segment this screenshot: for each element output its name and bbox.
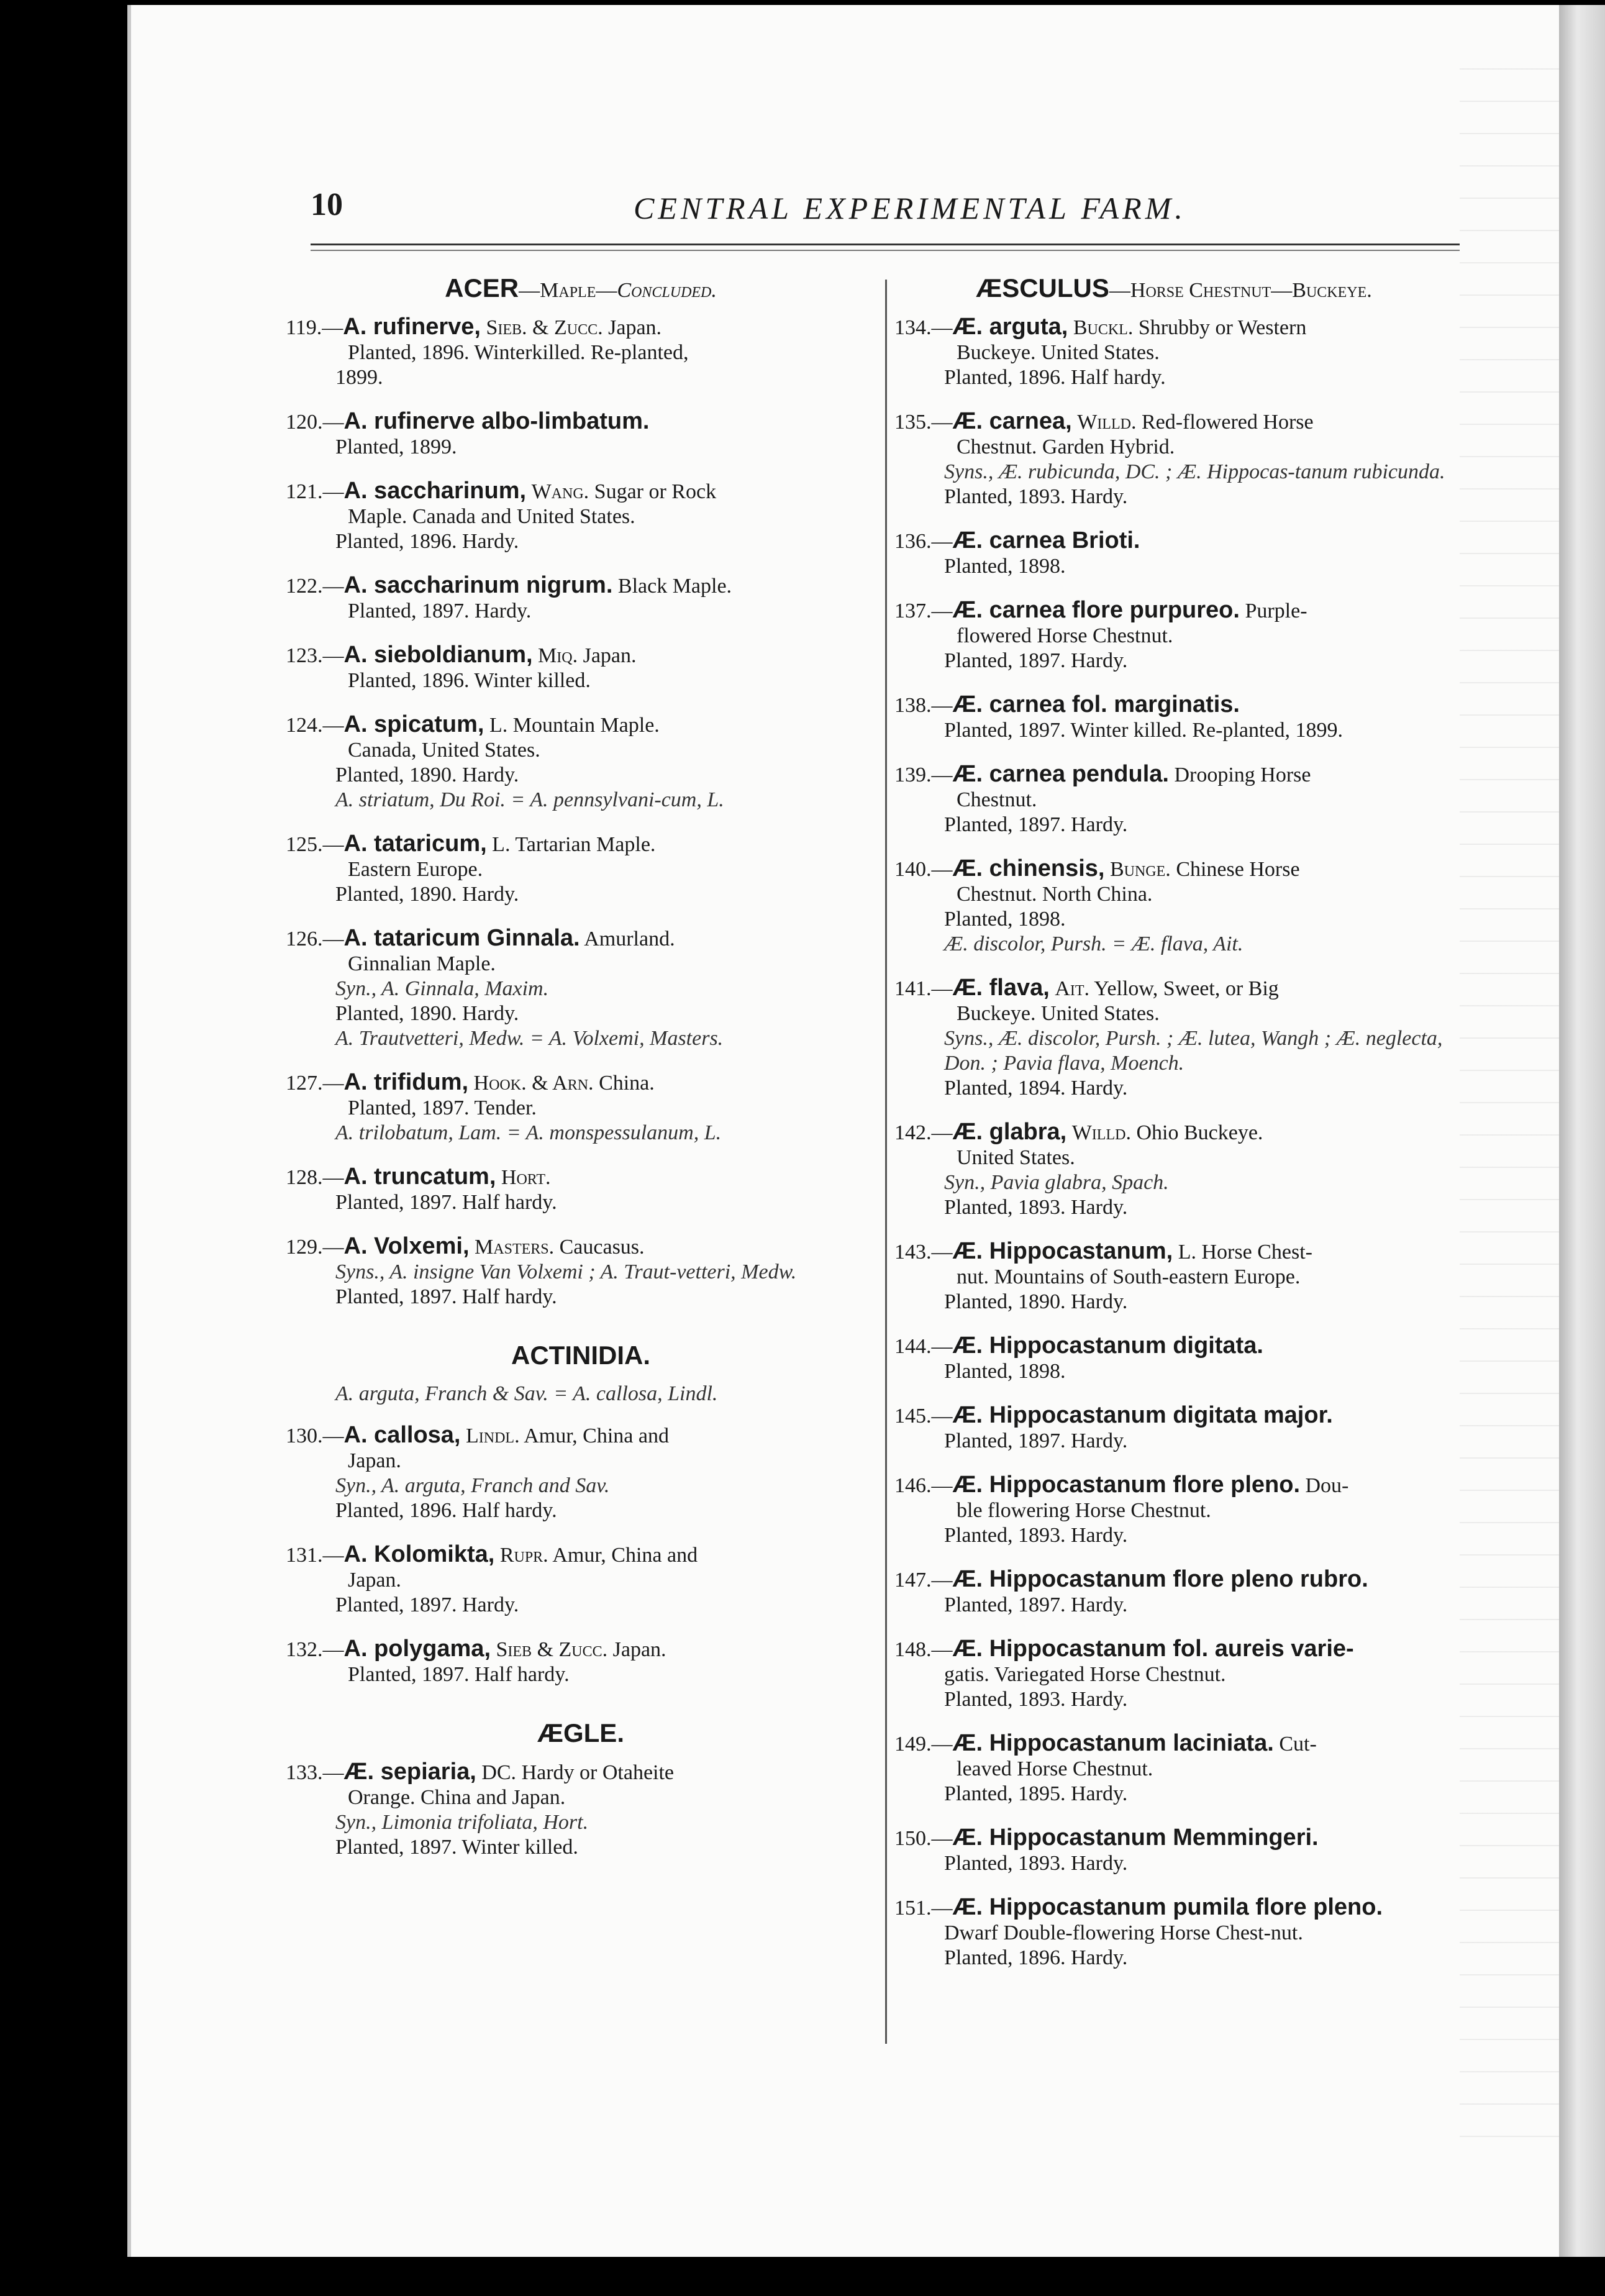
detail-line: Chestnut. bbox=[957, 788, 1037, 811]
common-description: Japan. bbox=[583, 644, 637, 667]
detail-line: Planted, 1890. Hardy. bbox=[335, 883, 519, 906]
species-name: Æ. Hippocastanum fol. aureis varie- bbox=[952, 1636, 1354, 1662]
entry-number: 122.— bbox=[286, 575, 344, 598]
entry-number: 146.— bbox=[894, 1474, 953, 1497]
detail-line: Planted, 1893. Hardy. bbox=[944, 1688, 1128, 1711]
entry-number: 148.— bbox=[894, 1638, 953, 1661]
detail-line: Japan. bbox=[348, 1449, 401, 1472]
plant-entry bbox=[894, 975, 1453, 1101]
plant-entry bbox=[286, 1759, 876, 1860]
common-description: Black Maple. bbox=[617, 575, 732, 598]
detail-line: Planted, 1895. Hardy. bbox=[944, 1782, 1128, 1805]
page-number: 10 bbox=[311, 187, 343, 222]
authority: DC. bbox=[481, 1761, 517, 1784]
detail-line: Planted, 1898. bbox=[944, 1360, 1066, 1383]
detail-line: Planted, 1897. Half hardy. bbox=[335, 1285, 557, 1308]
authority: Willd. bbox=[1071, 1121, 1131, 1144]
detail-line: Planted, 1896. Winterkilled. Re-planted, bbox=[348, 341, 689, 364]
detail-line: Planted, 1897. Tender. bbox=[348, 1096, 537, 1119]
synonym-note: A. Trautvetteri, Medw. = A. Volxemi, Masters. bbox=[335, 1027, 724, 1050]
detail-line: Eastern Europe. bbox=[348, 858, 483, 881]
header-rule-bottom bbox=[311, 250, 1460, 251]
entry-number: 143.— bbox=[894, 1241, 953, 1264]
synonym-note: A. arguta, Franch & Sav. = A. callosa, Lindl. bbox=[335, 1382, 718, 1405]
species-name: Æ. carnea Brioti. bbox=[952, 527, 1140, 554]
species-name: A. rufinerve albo-limbatum. bbox=[343, 408, 650, 434]
plant-entry bbox=[286, 573, 876, 624]
authority: L. bbox=[492, 833, 511, 856]
species-name: A. Volxemi, bbox=[343, 1233, 470, 1259]
common-description: Hardy or Otaheite bbox=[521, 1761, 675, 1784]
entry-number: 147.— bbox=[894, 1569, 953, 1592]
detail-line: Canada, United States. bbox=[348, 739, 540, 762]
detail-line: Chestnut. Garden Hybrid. bbox=[957, 435, 1175, 458]
synonym-line: Syns., Æ. discolor, Pursh. ; Æ. lutea, Wangh ; Æ. neglecta, Don. ; Pavia flava, Moench. bbox=[944, 1027, 1443, 1075]
detail-line: Planted, 1898. bbox=[944, 555, 1066, 578]
entry-first-line bbox=[286, 409, 876, 435]
plant-entry bbox=[286, 1423, 876, 1523]
detail-line: Dwarf Double-flowering Horse Chest-nut. bbox=[944, 1921, 1303, 1944]
detail-line: Ginnalian Maple. bbox=[348, 952, 496, 975]
entry-number: 139.— bbox=[894, 763, 953, 786]
entry-number: 149.— bbox=[894, 1733, 953, 1756]
species-name: A. tataricum, bbox=[343, 831, 487, 857]
detail-line: flowered Horse Chestnut. bbox=[957, 624, 1173, 647]
section-heading bbox=[286, 1718, 876, 1748]
common-description: Purple- bbox=[1245, 599, 1307, 622]
common-description: Caucasus. bbox=[559, 1236, 645, 1259]
detail-line: Planted, 1890. Hardy. bbox=[335, 1002, 519, 1025]
species-name: Æ. carnea, bbox=[952, 408, 1072, 434]
plant-entry bbox=[894, 1403, 1453, 1454]
common-description: Tartarian Maple. bbox=[515, 833, 656, 856]
entry-first-line bbox=[894, 1239, 1453, 1265]
entry-number: 141.— bbox=[894, 977, 953, 1000]
plant-entry bbox=[894, 1895, 1453, 1970]
entry-number: 138.— bbox=[894, 694, 953, 717]
detail-line: Planted, 1899. bbox=[335, 435, 457, 458]
species-name: Æ. Hippocastanum digitata major. bbox=[952, 1402, 1333, 1428]
detail-line: leaved Horse Chestnut. bbox=[957, 1757, 1153, 1780]
entry-first-line bbox=[894, 1567, 1453, 1593]
detail-line: Planted, 1898. bbox=[944, 908, 1066, 931]
entry-first-line bbox=[894, 856, 1453, 882]
authority: Bunge. bbox=[1109, 858, 1171, 881]
detail-line: Planted, 1893. Hardy. bbox=[944, 485, 1128, 508]
species-name: Æ. Hippocastanum flore pleno rubro. bbox=[952, 1566, 1368, 1592]
entry-first-line bbox=[286, 1759, 876, 1785]
entry-first-line bbox=[894, 975, 1453, 1001]
entry-first-line bbox=[286, 712, 876, 738]
detail-line: Planted, 1897. Hardy. bbox=[944, 649, 1128, 672]
entry-number: 127.— bbox=[286, 1072, 344, 1095]
species-name: Æ. chinensis, bbox=[952, 855, 1105, 882]
authority: Miq. bbox=[538, 644, 578, 667]
species-name: Æ. carnea flore purpureo. bbox=[952, 597, 1240, 623]
common-description: Horse Chest- bbox=[1201, 1241, 1312, 1264]
plant-entry bbox=[286, 926, 876, 1051]
section-subtitle: —Maple— bbox=[519, 279, 617, 302]
entry-first-line bbox=[894, 1731, 1453, 1757]
entry-first-line bbox=[286, 1542, 876, 1568]
entry-number: 144.— bbox=[894, 1335, 953, 1358]
species-name: Æ. Hippocastanum laciniata. bbox=[952, 1730, 1274, 1756]
entry-first-line bbox=[894, 409, 1453, 435]
detail-line: ble flowering Horse Chestnut. bbox=[957, 1499, 1211, 1522]
entry-number: 130.— bbox=[286, 1424, 344, 1447]
plant-entry bbox=[894, 856, 1453, 957]
plant-entry bbox=[894, 1731, 1453, 1806]
common-description: China. bbox=[599, 1072, 655, 1095]
detail-line: Planted, 1897. Winter killed. bbox=[335, 1836, 578, 1859]
detail-line: Orange. China and Japan. bbox=[348, 1786, 566, 1809]
entry-number: 128.— bbox=[286, 1166, 344, 1189]
plant-entry bbox=[286, 1542, 876, 1618]
plant-entry bbox=[894, 762, 1453, 837]
common-description: Yellow, Sweet, or Big bbox=[1094, 977, 1279, 1000]
common-description: Japan. bbox=[608, 316, 662, 339]
species-name: Æ. carnea fol. marginatis. bbox=[952, 691, 1240, 718]
detail-line: Planted, 1897. Winter killed. Re-planted, 1899. bbox=[944, 719, 1343, 742]
detail-line: Maple. Canada and United States. bbox=[348, 505, 635, 528]
authority: Willd. bbox=[1077, 411, 1137, 434]
plant-entry bbox=[286, 314, 876, 390]
synonym-note: Æ. discolor, Pursh. = Æ. flava, Ait. bbox=[944, 932, 1244, 955]
species-name: A. spicatum, bbox=[343, 711, 484, 737]
entry-first-line bbox=[894, 1825, 1453, 1851]
species-name: Æ. Hippocastanum flore pleno. bbox=[952, 1472, 1300, 1498]
plant-entry bbox=[286, 1164, 876, 1215]
entry-first-line bbox=[286, 314, 876, 340]
plant-entry bbox=[286, 831, 876, 907]
common-description: Sugar or Rock bbox=[594, 480, 717, 503]
detail-line: Planted, 1896. Half hardy. bbox=[335, 1499, 557, 1522]
entry-number: 131.— bbox=[286, 1544, 344, 1567]
detail-line: Planted, 1897. Hardy. bbox=[944, 813, 1128, 836]
authority: Rupr. bbox=[499, 1544, 548, 1567]
detail-line: Planted, 1893. Hardy. bbox=[944, 1852, 1128, 1875]
entry-first-line bbox=[286, 573, 876, 599]
section-heading bbox=[894, 273, 1453, 303]
plant-entry bbox=[894, 1119, 1453, 1220]
entry-first-line bbox=[286, 1234, 876, 1260]
header-rule-top bbox=[311, 244, 1460, 245]
species-name: A. rufinerve, bbox=[343, 314, 481, 340]
detail-line: Planted, 1894. Hardy. bbox=[944, 1077, 1128, 1100]
species-name: A. trifidum, bbox=[343, 1069, 469, 1095]
species-name: A. Kolomikta, bbox=[343, 1541, 495, 1567]
species-name: Æ. glabra, bbox=[952, 1119, 1067, 1145]
common-description: Cut- bbox=[1279, 1733, 1317, 1756]
species-name: Æ. arguta, bbox=[952, 314, 1068, 340]
synonym-line: Syn., Pavia glabra, Spach. bbox=[944, 1171, 1169, 1194]
entry-number: 142.— bbox=[894, 1121, 953, 1144]
synonym-line: Syns., A. insigne Van Volxemi ; A. Traut-vetteri, Medw. bbox=[335, 1260, 797, 1283]
detail-line: Planted, 1893. Hardy. bbox=[944, 1524, 1128, 1547]
entry-number: 126.— bbox=[286, 927, 344, 950]
species-name: Æ. Hippocastanum digitata. bbox=[952, 1332, 1263, 1359]
section-title: ÆGLE. bbox=[537, 1718, 624, 1747]
detail-line: Japan. bbox=[348, 1569, 401, 1592]
plant-entry bbox=[286, 642, 876, 693]
entry-first-line bbox=[894, 1119, 1453, 1146]
detail-line: Buckeye. United States. bbox=[957, 341, 1160, 364]
authority: Hort. bbox=[501, 1166, 551, 1189]
entry-number: 124.— bbox=[286, 714, 344, 737]
column-divider bbox=[885, 280, 887, 2044]
detail-line: Planted, 1896. Winter killed. bbox=[348, 669, 591, 692]
entry-first-line bbox=[894, 1895, 1453, 1921]
authority: Wang. bbox=[531, 480, 589, 503]
page-header bbox=[311, 186, 1460, 230]
common-description: Amurland. bbox=[584, 927, 675, 950]
entry-first-line bbox=[894, 314, 1453, 340]
entry-number: 133.— bbox=[286, 1761, 344, 1784]
species-name: A. polygama, bbox=[343, 1636, 491, 1662]
authority: Masters. bbox=[475, 1236, 555, 1259]
detail-line: Planted, 1897. Half hardy. bbox=[348, 1663, 570, 1686]
section-subtitle-italic: Concluded. bbox=[617, 279, 717, 302]
plant-entry bbox=[894, 409, 1453, 509]
entry-number: 136.— bbox=[894, 530, 953, 553]
entry-first-line bbox=[286, 1636, 876, 1662]
common-description: Amur, China and bbox=[552, 1544, 698, 1567]
section-title: ÆSCULUS bbox=[976, 273, 1109, 303]
species-name: A. truncatum, bbox=[343, 1164, 496, 1190]
plant-entry bbox=[894, 1567, 1453, 1618]
synonym-line: Syn., Limonia trifoliata, Hort. bbox=[335, 1811, 589, 1834]
species-name: Æ. Hippocastanum pumila flore pleno. bbox=[952, 1894, 1383, 1920]
common-description: Mountain Maple. bbox=[512, 714, 660, 737]
entry-first-line bbox=[894, 1333, 1453, 1359]
page-edge bbox=[1559, 5, 1605, 2257]
entry-first-line bbox=[286, 831, 876, 857]
authority: Ait. bbox=[1055, 977, 1090, 1000]
entry-first-line bbox=[894, 692, 1453, 718]
detail-line: 1899. bbox=[335, 366, 383, 389]
common-description: Shrubby or Western bbox=[1138, 316, 1307, 339]
entry-first-line bbox=[894, 528, 1453, 554]
entry-number: 151.— bbox=[894, 1897, 953, 1920]
plant-entry bbox=[894, 1472, 1453, 1548]
detail-line: gatis. Variegated Horse Chestnut. bbox=[944, 1663, 1226, 1686]
entry-number: 125.— bbox=[286, 833, 344, 856]
authority: Sieb & Zucc. bbox=[496, 1638, 608, 1661]
authority: L. bbox=[489, 714, 508, 737]
detail-line: Planted, 1896. Half hardy. bbox=[944, 366, 1166, 389]
entry-first-line bbox=[894, 1636, 1453, 1662]
entry-number: 119.— bbox=[286, 316, 343, 339]
plant-entry bbox=[894, 528, 1453, 579]
synonym-note: A. trilobatum, Lam. = A. monspessulanum, L. bbox=[335, 1121, 722, 1144]
section-subtitle: —Horse Chestnut—Buckeye. bbox=[1109, 279, 1372, 302]
detail-line: Chestnut. North China. bbox=[957, 883, 1153, 906]
entry-number: 123.— bbox=[286, 644, 344, 667]
plant-entry bbox=[286, 1070, 876, 1146]
entry-number: 137.— bbox=[894, 599, 953, 622]
species-name: A. saccharinum, bbox=[343, 478, 527, 504]
common-description: Drooping Horse bbox=[1174, 763, 1311, 786]
plant-entry bbox=[286, 1636, 876, 1687]
running-title: CENTRAL EXPERIMENTAL FARM. bbox=[634, 191, 1186, 226]
entry-number: 132.— bbox=[286, 1638, 344, 1661]
common-description: Dou- bbox=[1305, 1474, 1349, 1497]
species-name: Æ. sepiaria, bbox=[343, 1759, 476, 1785]
species-name: Æ. Hippocastanum, bbox=[952, 1238, 1173, 1264]
plant-entry bbox=[286, 478, 876, 554]
detail-line: Planted, 1893. Hardy. bbox=[944, 1196, 1128, 1219]
section-title: ACTINIDIA. bbox=[511, 1341, 650, 1370]
entry-first-line bbox=[286, 642, 876, 668]
detail-line: Buckeye. United States. bbox=[957, 1002, 1160, 1025]
right-column bbox=[894, 273, 1453, 1989]
species-name: A. tataricum Ginnala. bbox=[343, 925, 580, 951]
synonym-note: A. striatum, Du Roi. = A. pennsylvani-cum, L. bbox=[335, 788, 724, 811]
entry-number: 129.— bbox=[286, 1236, 344, 1259]
plant-entry bbox=[894, 598, 1453, 673]
plant-entry bbox=[286, 1234, 876, 1310]
section-title: ACER bbox=[445, 273, 519, 303]
common-description: Chinese Horse bbox=[1176, 858, 1300, 881]
entry-first-line bbox=[286, 1423, 876, 1449]
species-name: Æ. Hippocastanum Memmingeri. bbox=[952, 1824, 1319, 1851]
detail-line: Planted, 1896. Hardy. bbox=[335, 530, 519, 553]
entry-first-line bbox=[894, 762, 1453, 788]
entry-number: 150.— bbox=[894, 1827, 953, 1850]
entry-number: 135.— bbox=[894, 411, 953, 434]
ruled-paper-edge bbox=[1460, 37, 1559, 2149]
entry-number: 120.— bbox=[286, 411, 344, 434]
authority: L. bbox=[1178, 1241, 1196, 1264]
species-name: Æ. carnea pendula. bbox=[952, 761, 1169, 787]
entry-number: 145.— bbox=[894, 1405, 953, 1428]
authority: Buckl. bbox=[1073, 316, 1134, 339]
entry-number: 121.— bbox=[286, 480, 344, 503]
detail-line: Planted, 1897. Hardy. bbox=[348, 599, 532, 622]
species-name: A. sieboldianum, bbox=[343, 642, 533, 668]
species-name: A. saccharinum nigrum. bbox=[343, 572, 613, 598]
entry-first-line bbox=[286, 1070, 876, 1096]
common-description: Japan. bbox=[612, 1638, 666, 1661]
synonym-line: Syn., A. arguta, Franch and Sav. bbox=[335, 1474, 610, 1497]
entry-first-line bbox=[894, 1472, 1453, 1498]
detail-line: Planted, 1890. Hardy. bbox=[335, 763, 519, 786]
synonym-line: Syn., A. Ginnala, Maxim. bbox=[335, 977, 549, 1000]
plant-entry bbox=[894, 1825, 1453, 1876]
left-column bbox=[286, 273, 876, 1879]
detail-line: Planted, 1897. Hardy. bbox=[944, 1429, 1128, 1452]
species-name: Æ. flava, bbox=[952, 975, 1050, 1001]
plant-entry bbox=[894, 1333, 1453, 1384]
entry-number: 140.— bbox=[894, 858, 953, 881]
section-heading bbox=[286, 273, 876, 303]
section-heading bbox=[286, 1341, 876, 1370]
detail-line: Planted, 1897. Hardy. bbox=[944, 1593, 1128, 1616]
plant-entry bbox=[894, 692, 1453, 743]
entry-first-line bbox=[286, 478, 876, 504]
plant-entry bbox=[894, 1239, 1453, 1314]
authority: Lindl. bbox=[465, 1424, 520, 1447]
detail-line: nut. Mountains of South-eastern Europe. bbox=[957, 1265, 1301, 1288]
plant-entry bbox=[286, 712, 876, 813]
plant-entry bbox=[286, 409, 876, 460]
plant-entry bbox=[894, 1636, 1453, 1712]
detail-line: United States. bbox=[957, 1146, 1075, 1169]
detail-line: Planted, 1897. Hardy. bbox=[335, 1593, 519, 1616]
detail-line: Planted, 1890. Hardy. bbox=[944, 1290, 1128, 1313]
entry-first-line bbox=[894, 1403, 1453, 1429]
entry-first-line bbox=[286, 1164, 876, 1190]
entry-number: 134.— bbox=[894, 316, 953, 339]
entry-first-line bbox=[894, 598, 1453, 624]
common-description: Amur, China and bbox=[524, 1424, 669, 1447]
common-description: Red-flowered Horse bbox=[1141, 411, 1314, 434]
species-name: A. callosa, bbox=[343, 1422, 461, 1448]
authority: Hook. & Arn. bbox=[473, 1072, 594, 1095]
common-description: Ohio Buckeye. bbox=[1136, 1121, 1263, 1144]
authority: Sieb. & Zucc. bbox=[486, 316, 603, 339]
plant-entry bbox=[894, 314, 1453, 390]
detail-line: Planted, 1897. Half hardy. bbox=[335, 1191, 557, 1214]
detail-line: Planted, 1896. Hardy. bbox=[944, 1946, 1128, 1969]
synonym-line: Syns., Æ. rubicunda, DC. ; Æ. Hippocas-tanum rubicunda. bbox=[944, 460, 1445, 483]
entry-first-line bbox=[286, 926, 876, 952]
